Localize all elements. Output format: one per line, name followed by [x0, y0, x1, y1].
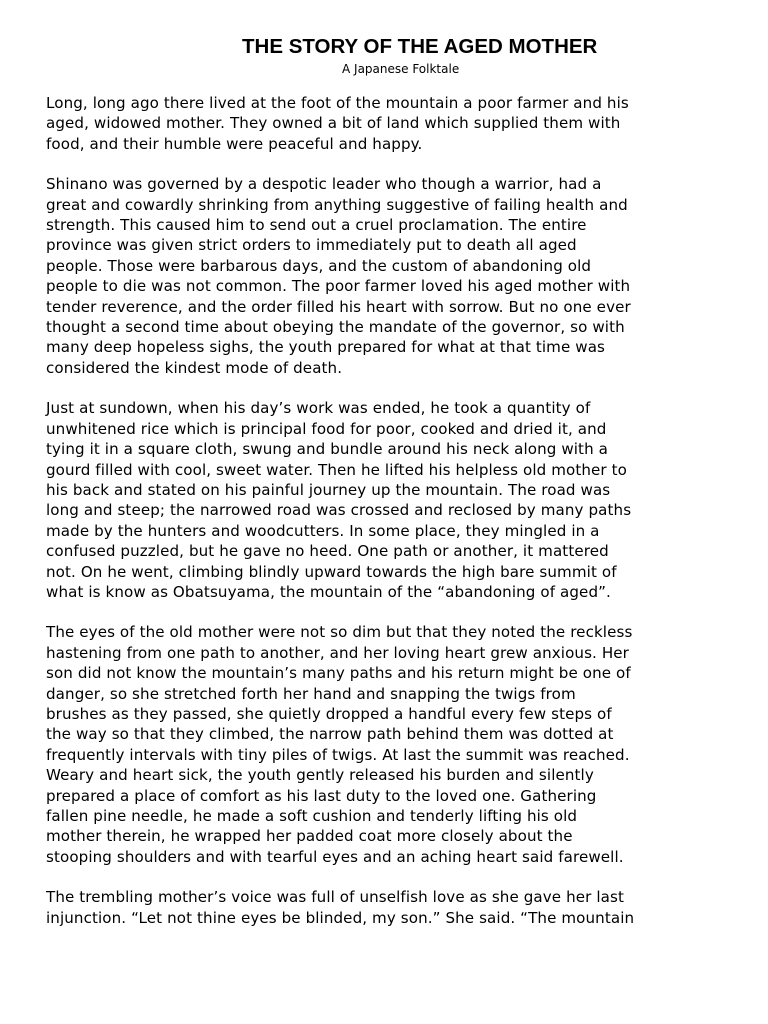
text-line: tying it in a square cloth, swung and bundle around his neck along with a — [46, 440, 608, 459]
text-line: his back and stated on his painful journey up the mountain. The road was — [46, 480, 611, 499]
document-subtitle: A Japanese Folktale — [342, 62, 460, 76]
text-line: long and steep; the narrowed road was crossed and reclosed by many paths — [46, 501, 632, 520]
document-title: THE STORY OF THE AGED MOTHER — [242, 35, 598, 58]
text-line: prepared a place of comfort as his last duty to the loved one. Gathering — [46, 786, 597, 805]
text-line: Shinano was governed by a despotic leader who though a warrior, had a — [46, 175, 602, 194]
paragraph — [46, 622, 724, 867]
text-line: many deep hopeless sighs, the youth prepared for what at that time was — [46, 338, 606, 357]
paragraph — [46, 887, 724, 928]
text-line: The eyes of the old mother were not so dim but that they noted the reckless — [46, 623, 633, 642]
text-line: aged, widowed mother. They owned a bit of land which supplied them with — [46, 114, 621, 133]
text-line: province was given strict orders to immediately put to death all aged — [46, 236, 577, 255]
text-line: the way so that they climbed, the narrow path behind them was dotted at — [46, 725, 614, 744]
text-line: mother therein, he wrapped her padded coat more closely about the — [46, 827, 573, 846]
text-line: what is know as Obatsuyama, the mountain of the “abandoning of aged”. — [46, 582, 611, 601]
paragraph — [46, 398, 724, 602]
text-line: frequently intervals with tiny piles of twigs. At last the summit was reached. — [46, 745, 630, 764]
text-line: hastening from one path to another, and her loving heart grew anxious. Her — [46, 643, 629, 662]
text-line: The trembling mother’s voice was full of unselfish love as she gave her last — [46, 888, 624, 907]
text-line: Just at sundown, when his day’s work was ended, he took a quantity of — [46, 399, 591, 418]
paragraph — [46, 174, 724, 378]
text-line: unwhitened rice which is principal food for poor, cooked and dried it, and — [46, 419, 607, 438]
text-line: great and cowardly shrinking from anything suggestive of failing health and — [46, 195, 628, 214]
text-line: strength. This caused him to send out a cruel proclamation. The entire — [46, 216, 587, 235]
text-line: food, and their humble were peaceful and happy. — [46, 134, 423, 153]
paragraph — [46, 93, 724, 154]
text-line: fallen pine needle, he made a soft cushion and tenderly lifting his old — [46, 807, 578, 825]
text-line: Weary and heart sick, the youth gently released his burden and silently — [46, 766, 594, 785]
text-line: made by the hunters and woodcutters. In some place, they mingled in a — [46, 521, 600, 540]
text-line: stooping shoulders and with tearful eyes and an aching heart said farewell. — [46, 847, 624, 866]
text-line: thought a second time about obeying the mandate of the governor, so with — [46, 318, 625, 337]
text-line: people. Those were barbarous days, and the custom of abandoning old — [46, 256, 592, 275]
text-line: confused puzzled, but he gave no heed. One path or another, it mattered — [46, 542, 609, 561]
text-line: Long, long ago there lived at the foot of the mountain a poor farmer and his — [46, 94, 629, 112]
text-line: danger, so she stretched forth her hand and snapping the twigs from — [46, 684, 576, 703]
text-line: son did not know the mountain’s many paths and his return might be one of — [46, 664, 631, 683]
text-line: brushes as they passed, she quietly dropped a handful every few steps of — [46, 704, 612, 723]
text-line: tender reverence, and the order filled his heart with sorrow. But no one ever — [46, 297, 631, 316]
text-line: people to die was not common. The poor farmer loved his aged mother with — [46, 277, 631, 296]
text-line: considered the kindest mode of death. — [46, 358, 343, 377]
document-body — [46, 93, 724, 928]
text-line: gourd filled with cool, sweet water. Then he lifted his helpless old mother to — [46, 460, 627, 479]
text-line: not. On he went, climbing blindly upward towards the high bare summit of — [46, 562, 617, 581]
text-line: injunction. “Let not thine eyes be blinded, my son.” She said. “The mountain — [46, 908, 635, 927]
